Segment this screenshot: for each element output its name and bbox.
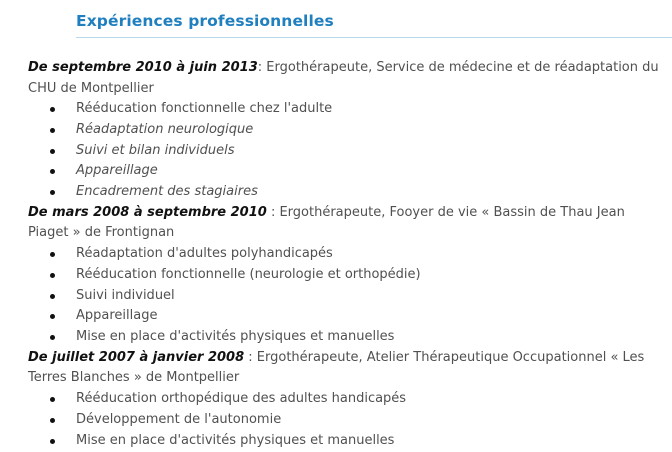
section-divider [76, 37, 672, 38]
task-item [28, 431, 668, 452]
bullet-icon [50, 418, 55, 423]
experience-heading [28, 203, 668, 244]
task-text: Mise en place d'activités physiques et manuelles [76, 432, 395, 448]
bullet-icon [50, 190, 55, 195]
task-item [28, 410, 668, 431]
task-text: Réadaptation d'adultes polyhandicapés [76, 245, 333, 261]
experience-separator: : [266, 204, 280, 220]
task-item [28, 99, 668, 120]
task-text: Appareillage [76, 308, 158, 324]
task-item [28, 327, 668, 348]
bullet-icon [50, 252, 55, 257]
experience-dates: De septembre 2010 à juin 2013 [28, 60, 258, 75]
section-header [0, 0, 672, 40]
section-title: Expériences professionnelles [76, 12, 334, 30]
task-text: Rééducation orthopédique des adultes handicapés [76, 390, 407, 406]
task-text: Suivi et bilan individuels [76, 142, 235, 158]
task-item [28, 286, 668, 307]
experience-dates: De mars 2008 à septembre 2010 [28, 204, 267, 220]
task-text: Développement de l'autonomie [76, 411, 282, 427]
experience-heading [28, 348, 668, 389]
task-item [28, 182, 668, 203]
bullet-icon [50, 294, 55, 299]
task-text: Suivi individuel [76, 287, 175, 303]
task-item [28, 161, 668, 182]
task-text: Encadrement des stagiaires [76, 184, 258, 200]
experience-entry [28, 58, 668, 203]
task-text: Mise en place d'activités physiques et manuelles [76, 329, 395, 345]
bullet-icon [50, 107, 55, 112]
bullet-icon [50, 397, 55, 402]
task-list [28, 389, 668, 451]
task-item [28, 306, 668, 327]
experience-entry [28, 348, 668, 451]
experience-description: Ergothérapeute, Service de médecine et de réadaptation du CHU de Montpellier [28, 60, 659, 96]
experience-list [28, 58, 668, 451]
task-text: Réadaptation neurologique [76, 121, 254, 137]
experience-heading [28, 58, 668, 99]
experience-separator: : [244, 349, 257, 365]
bullet-icon [50, 128, 55, 133]
task-text: Rééducation fonctionnelle chez l'adulte [76, 101, 333, 116]
experience-separator: : [257, 60, 267, 75]
bullet-icon [50, 335, 55, 340]
task-text: Rééducation fonctionnelle (neurologie et orthopédie) [76, 266, 421, 282]
task-list [28, 244, 668, 348]
task-item [28, 141, 668, 162]
task-item [28, 389, 668, 410]
task-item [28, 244, 668, 265]
bullet-icon [50, 169, 55, 174]
task-item [28, 265, 668, 286]
experience-description: Ergothérapeute, Fooyer de vie « Bassin de Thau Jean Piaget » de Frontignan [28, 204, 625, 241]
task-list [28, 99, 668, 203]
bullet-icon [50, 439, 55, 444]
experience-entry [28, 203, 668, 348]
bullet-icon [50, 149, 55, 154]
task-text: Appareillage [76, 163, 158, 179]
bullet-icon [50, 273, 55, 278]
task-item [28, 120, 668, 141]
bullet-icon [50, 314, 55, 319]
experience-dates: De juillet 2007 à janvier 2008 [28, 349, 245, 365]
experience-description: Ergothérapeute, Atelier Thérapeutique Occupationnel « Les Terres Blanches » de Montpellier [28, 349, 645, 386]
